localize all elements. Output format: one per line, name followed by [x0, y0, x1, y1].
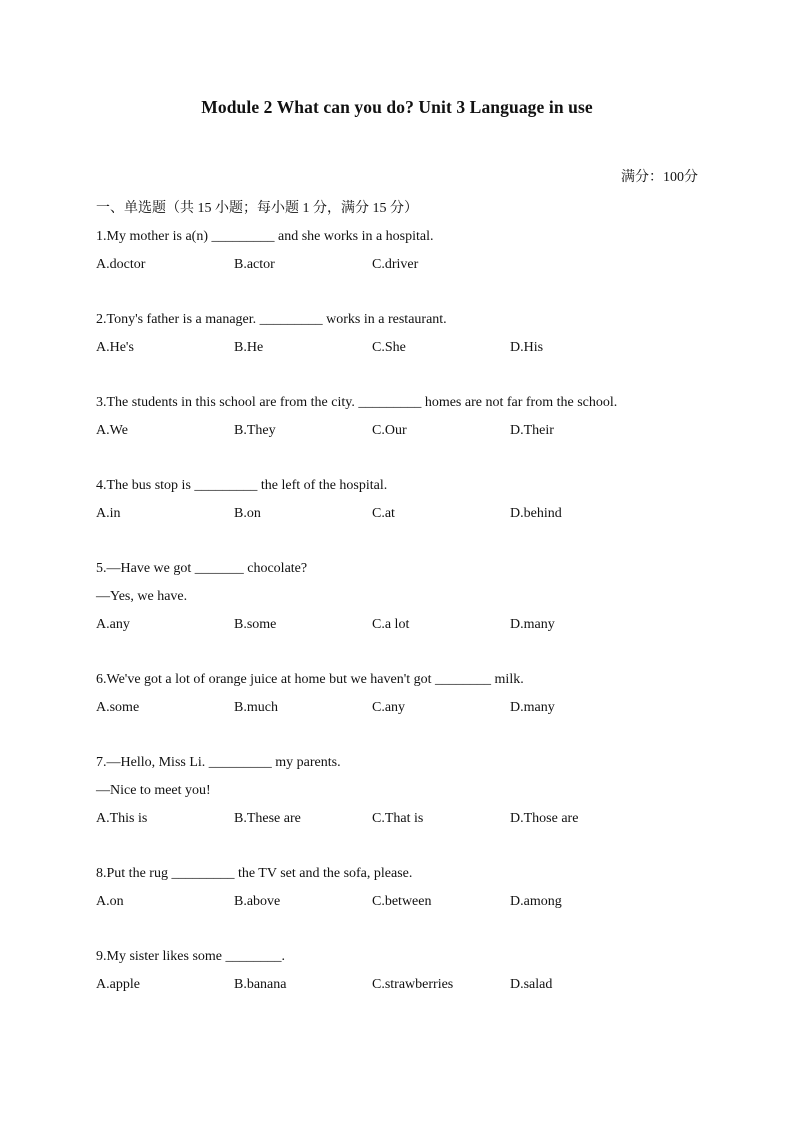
question-4 [96, 477, 706, 560]
answer-option: C.That is [372, 811, 424, 826]
answer-option: B.These are [234, 811, 301, 826]
answer-options [96, 976, 706, 1003]
answer-option: A.This is [96, 811, 148, 826]
question-spacer [96, 366, 706, 394]
question-spacer [96, 837, 706, 865]
question-text: 9.My sister likes some ________. [96, 949, 285, 964]
answer-options [96, 699, 706, 726]
answer-option: A.doctor [96, 257, 146, 272]
answer-option: D.salad [510, 977, 553, 992]
answer-option: C.driver [372, 257, 419, 272]
question-text: 8.Put the rug _________ the TV set and the sofa, please. [96, 866, 413, 881]
answer-option: A.We [96, 423, 128, 438]
question-text: 5.—Have we got _______ chocolate? [96, 561, 308, 576]
answer-option: B.some [234, 617, 277, 632]
total-score: 满分：100分 [621, 170, 698, 185]
question-spacer [96, 532, 706, 560]
answer-option: D.behind [510, 506, 562, 521]
answer-options [96, 616, 706, 643]
section-heading: 一、单选题（共 15 小题；每小题 1 分，满分 15 分） [96, 201, 418, 216]
answer-option: A.He's [96, 340, 134, 355]
question-spacer [96, 726, 706, 754]
answer-option: A.in [96, 506, 121, 521]
answer-option: D.many [510, 700, 555, 715]
answer-options [96, 422, 706, 449]
question-6 [96, 671, 706, 754]
question-9 [96, 948, 706, 1003]
question-spacer [96, 283, 706, 311]
answer-option: C.strawberries [372, 977, 454, 992]
answer-options [96, 339, 706, 366]
question-text: 6.We've got a lot of orange juice at home but we haven't got ________ milk. [96, 672, 524, 687]
dialogue-line: —Yes, we have. [96, 589, 188, 604]
answer-option: C.at [372, 506, 395, 521]
question-text: 2.Tony's father is a manager. _________ works in a restaurant. [96, 312, 447, 327]
answer-option: B.banana [234, 977, 287, 992]
dialogue-line: —Nice to meet you! [96, 783, 211, 798]
question-list [96, 228, 706, 1003]
question-spacer [96, 643, 706, 671]
answer-option: B.on [234, 506, 261, 521]
answer-option: A.apple [96, 977, 140, 992]
answer-option: C.Our [372, 423, 407, 438]
answer-options [96, 256, 706, 283]
answer-option: C.any [372, 700, 406, 715]
answer-option: B.actor [234, 257, 275, 272]
question-1 [96, 228, 706, 311]
answer-option: D.His [510, 340, 544, 355]
answer-options [96, 810, 706, 837]
answer-option: B.They [234, 423, 276, 438]
answer-option: D.many [510, 617, 555, 632]
question-text: 1.My mother is a(n) _________ and she works in a hospital. [96, 229, 434, 244]
answer-option: D.Those are [510, 811, 579, 826]
question-7 [96, 754, 706, 865]
question-8 [96, 865, 706, 948]
answer-option: C.a lot [372, 617, 410, 632]
answer-option: A.some [96, 700, 140, 715]
question-5 [96, 560, 706, 671]
answer-option: A.on [96, 894, 124, 909]
answer-option: B.much [234, 700, 278, 715]
question-2 [96, 311, 706, 394]
answer-options [96, 505, 706, 532]
page-title: Module 2 What can you do? Unit 3 Language in use [201, 97, 593, 117]
question-spacer [96, 449, 706, 477]
question-text: 3.The students in this school are from the city. _________ homes are not far from the school. [96, 395, 618, 410]
answer-option: B.above [234, 894, 281, 909]
answer-option: D.Their [510, 423, 554, 438]
answer-option: C.between [372, 894, 432, 909]
answer-option: C.She [372, 340, 406, 355]
answer-option: D.among [510, 894, 562, 909]
question-3 [96, 394, 706, 477]
question-spacer [96, 920, 706, 948]
answer-option: B.He [234, 340, 264, 355]
question-text: 4.The bus stop is _________ the left of the hospital. [96, 478, 388, 493]
answer-option: A.any [96, 617, 130, 632]
question-text: 7.—Hello, Miss Li. _________ my parents. [96, 755, 341, 770]
answer-options [96, 893, 706, 920]
